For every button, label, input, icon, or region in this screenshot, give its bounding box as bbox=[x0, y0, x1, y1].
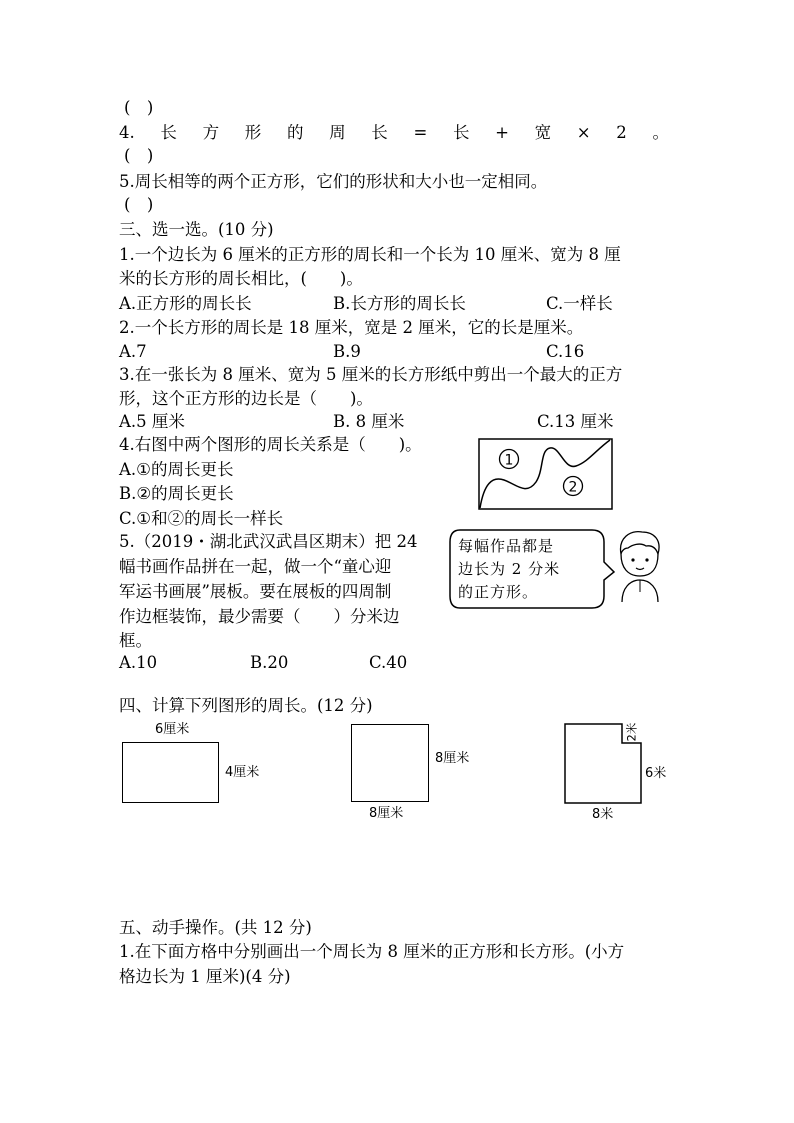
q4-char: × bbox=[576, 123, 591, 142]
q5-judge-paren: ( ) bbox=[124, 195, 154, 214]
q4-char: 4. bbox=[119, 123, 135, 142]
option-b: B.9 bbox=[333, 342, 361, 361]
q4-char: 宽 bbox=[534, 123, 552, 142]
s3-q3-line2: 形，这个正方形的边长是（ )。 bbox=[119, 389, 373, 408]
speech-line2: 边长为 2 分米 bbox=[458, 560, 561, 578]
s3-q5-line4: 作边框装饰，最少需要（ ）分米边 bbox=[119, 607, 400, 626]
s3-q5-line1: 5.（2019・湖北武汉武昌区期末）把 24 bbox=[119, 532, 418, 551]
option-c: C.16 bbox=[546, 342, 585, 361]
fig3-notch-label: 2米 bbox=[624, 722, 639, 742]
section5-title: 五、动手操作。(共 12 分) bbox=[119, 918, 312, 937]
speech-line3: 的正方形。 bbox=[458, 583, 539, 601]
s3-q3-options bbox=[119, 410, 614, 434]
fig2-square bbox=[351, 724, 429, 802]
q4-char: 方 bbox=[202, 123, 220, 142]
option-c: C.13 厘米 bbox=[537, 412, 614, 431]
option-c: C.一样长 bbox=[546, 294, 613, 313]
s5-q1-line1: 1.在下面方格中分别画出一个周长为 8 厘米的正方形和长方形。(小方 bbox=[119, 942, 625, 961]
boy-avatar bbox=[612, 528, 664, 604]
option-b: B.20 bbox=[250, 653, 289, 672]
fig1-right-label: 4厘米 bbox=[225, 765, 260, 780]
fig2-right-label: 8厘米 bbox=[435, 751, 470, 766]
s3-q1-options bbox=[119, 292, 613, 316]
s3-q5-line3: 军运书画展”展板。要在展板的四周制 bbox=[119, 582, 392, 601]
option-b: B.长方形的周长长 bbox=[333, 294, 466, 313]
q4-char: 。 bbox=[652, 123, 669, 142]
s3-q5-options bbox=[119, 651, 407, 675]
option-b: B. 8 厘米 bbox=[333, 412, 405, 431]
fig1-rectangle bbox=[122, 742, 219, 803]
s3-q4-option-c: C.①和②的周长一样长 bbox=[119, 509, 284, 528]
region-1-label: 1 bbox=[504, 452, 514, 469]
s3-q2-options bbox=[119, 340, 584, 364]
s3-q3-line1: 3.在一张长为 8 厘米、宽为 5 厘米的长方形纸中剪出一个最大的正方 bbox=[119, 365, 623, 384]
fig3-bottom-label: 8米 bbox=[592, 807, 614, 822]
option-a: A.5 厘米 bbox=[119, 412, 185, 431]
q4-char: 2 bbox=[616, 123, 627, 142]
speech-line1: 每幅作品都是 bbox=[458, 537, 555, 555]
s3-q5-line2: 幅书画作品拼在一起，做一个“童心迎 bbox=[119, 557, 392, 576]
q4-char: 周 bbox=[329, 123, 346, 142]
q4-judge-paren: ( ) bbox=[124, 146, 154, 165]
option-a: A.正方形的周长长 bbox=[119, 294, 252, 313]
s3-q1-line2: 米的长方形的周长相比，( )。 bbox=[119, 269, 363, 288]
perimeter-compare-figure bbox=[476, 436, 616, 513]
option-a: A.10 bbox=[119, 653, 158, 672]
q4-char: = bbox=[413, 123, 428, 142]
region-2-label: 2 bbox=[568, 479, 578, 496]
q4-char: 长 bbox=[371, 123, 388, 142]
option-a: A.7 bbox=[119, 342, 147, 361]
q4-judge-statement bbox=[119, 121, 669, 145]
q3-judge-paren: ( ) bbox=[124, 98, 154, 117]
s5-q1-line2: 格边长为 1 厘米)(4 分) bbox=[119, 967, 291, 986]
s3-q4-option-b: B.②的周长更长 bbox=[119, 484, 234, 503]
fig2-bottom-label: 8厘米 bbox=[369, 806, 404, 821]
s3-q2-line: 2.一个长方形的周长是 18 厘米，宽是 2 厘米，它的长是厘米。 bbox=[119, 318, 584, 337]
q4-char: + bbox=[495, 123, 509, 142]
option-c: C.40 bbox=[369, 653, 408, 672]
s3-q1-line1: 1.一个边长为 6 厘米的正方形的周长和一个长为 10 厘米、宽为 8 厘 bbox=[119, 245, 621, 264]
q5-judge-statement: 5.周长相等的两个正方形，它们的形状和大小也一定相同。 bbox=[119, 172, 548, 191]
q4-char: 长 bbox=[452, 123, 470, 142]
fig3-right-label: 6米 bbox=[645, 766, 667, 781]
q4-char: 形 bbox=[244, 123, 262, 142]
s3-q4-option-a: A.①的周长更长 bbox=[119, 460, 234, 479]
section4-title: 四、计算下列图形的周长。(12 分) bbox=[119, 696, 373, 715]
section3-title: 三、选一选。(10 分) bbox=[119, 220, 274, 239]
s3-q5-line5: 框。 bbox=[119, 631, 152, 650]
q4-char: 的 bbox=[286, 123, 304, 142]
q4-char: 长 bbox=[160, 123, 177, 142]
fig1-top-label: 6厘米 bbox=[155, 722, 190, 737]
s3-q4-line: 4.右图中两个图形的周长关系是（ )。 bbox=[119, 435, 422, 454]
